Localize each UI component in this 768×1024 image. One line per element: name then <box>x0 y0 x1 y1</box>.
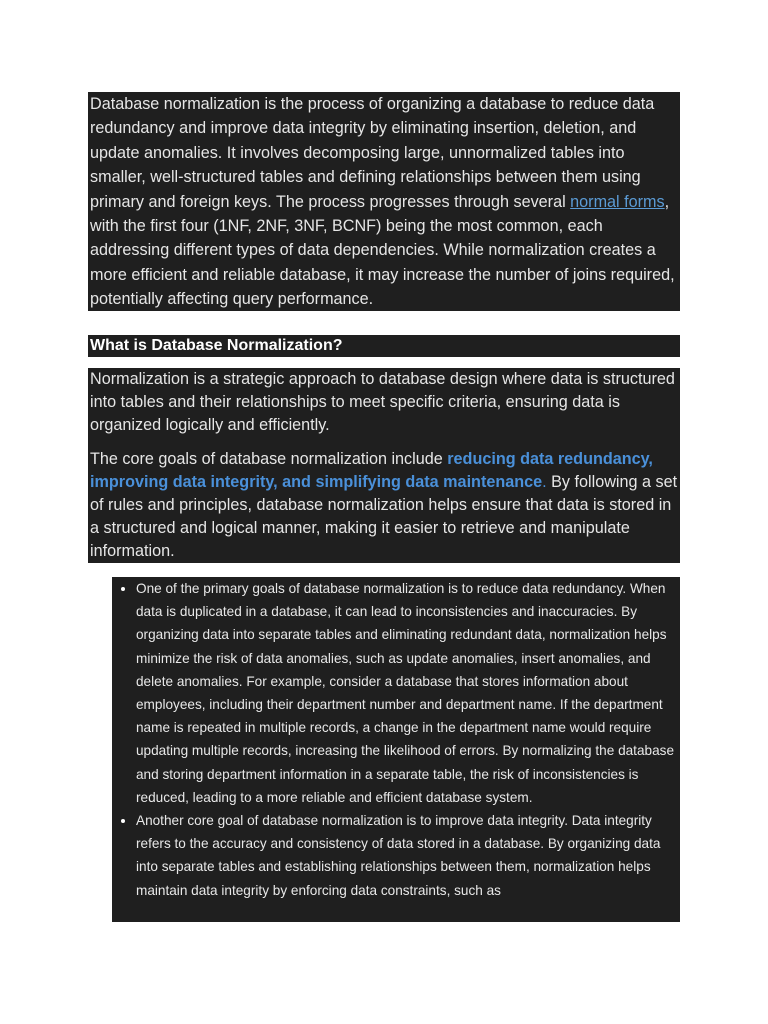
goals-bullet-list <box>112 577 680 922</box>
list-item: • Another core goal of database normalization is to improve data integrity. Data integrity refers to the accuracy and consistency of data stored in a database. By organizing data into separate tables and establishing relationships between them, normalization helps maintain data integrity by enforcing data constraints, such as <box>136 809 676 902</box>
core-goals-rest-text: By following a set of rules and principles, database normalization helps ensure that data is stored in a structured and logical manner, making it easier to retrieve and manipulate information. <box>90 472 678 561</box>
intro-text-start: Database normalization is the process of organizing a database to reduce data redundancy and improve data integrity by eliminating insertion, deletion, and update anomalies. It involves decomposing large, unnormalized tables into smaller, well-structured tables and defining relationships between them using primary and foreign keys. The process progresses through several <box>90 95 655 211</box>
section-body <box>88 368 680 563</box>
intro-text-end: , with the first four (1NF, 2NF, 3NF, BCNF) being the most common, each addressing different types of data dependencies. While normalization creates a more efficient and reliable database, it may increase the number of joins required, potentially affecting query performance. <box>90 192 675 309</box>
core-goals-period: . <box>542 472 547 491</box>
intro-paragraph <box>88 92 680 311</box>
definition-paragraph: Normalization is a strategic approach to database design where data is structured into tables and their relationships to meet specific criteria, ensuring data is organized logically and efficiently. <box>90 370 675 435</box>
core-goals-paragraph <box>90 448 678 564</box>
core-goals-lead-text: The core goals of database normalization include <box>90 449 448 468</box>
core-goals-highlight: reducing data redundancy, improving data integrity, and simplifying data maintenance <box>90 449 653 491</box>
section-heading: What is Database Normalization? <box>88 335 680 357</box>
list-item: • One of the primary goals of database normalization is to reduce data redundancy. When data is duplicated in a database, it can lead to inconsistencies and inaccuracies. By organizing data into separate tables and eliminating redundant data, normalization helps minimize the risk of data anomalies, such as update anomalies, insert anomalies, and delete anomalies. For example, consider a database that stores information about employees, including their department number and department name. If the department name is repeated in multiple records, a change in the department name would require updating multiple records, increasing the likelihood of errors. By normalizing the database and storing department information in a separate table, the risk of inconsistencies is reduced, leading to a more reliable and efficient database system. <box>136 577 676 809</box>
normal-forms-link[interactable]: normal forms <box>570 192 665 211</box>
